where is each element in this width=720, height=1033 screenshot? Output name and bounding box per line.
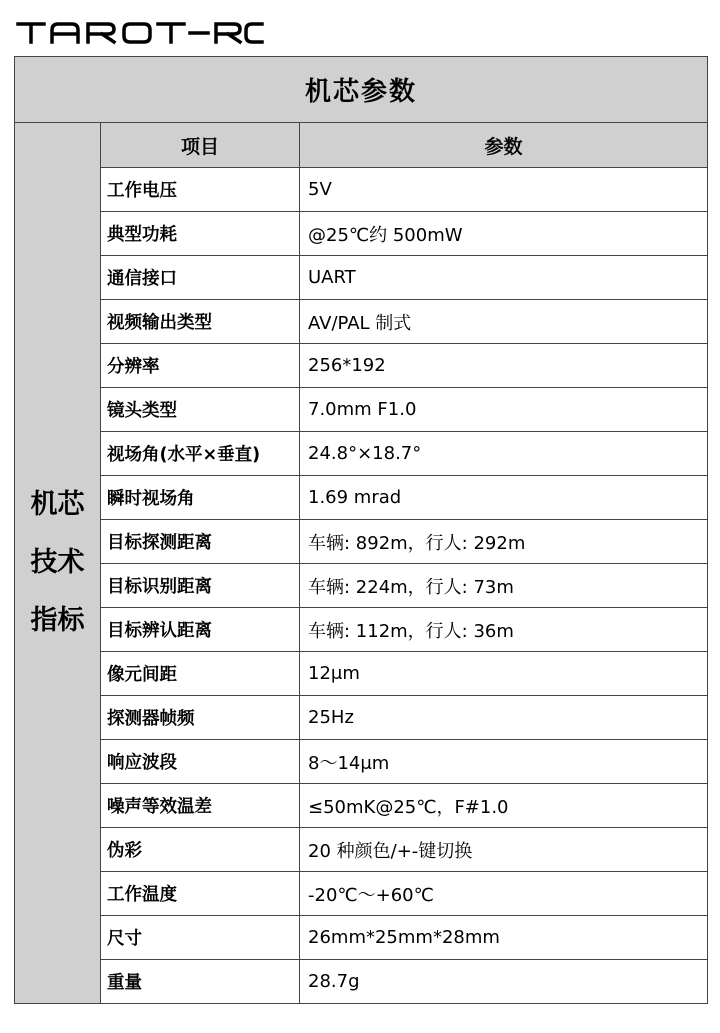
row-value: 20 种颜色/+-键切换 xyxy=(300,828,708,872)
table-row xyxy=(15,520,708,564)
header-row xyxy=(15,123,708,168)
row-label: 视频输出类型 xyxy=(101,300,300,344)
row-label: 响应波段 xyxy=(101,740,300,784)
row-label: 工作温度 xyxy=(101,872,300,916)
table-row xyxy=(15,432,708,476)
table-row xyxy=(15,300,708,344)
table-row xyxy=(15,212,708,256)
row-value: @25℃约 500mW xyxy=(300,212,708,256)
table-row xyxy=(15,564,708,608)
table-row xyxy=(15,784,708,828)
group-label-line: 技术 xyxy=(30,547,85,578)
row-label: 目标探测距离 xyxy=(101,520,300,564)
row-label: 工作电压 xyxy=(101,168,300,212)
row-value: -20℃～+60℃ xyxy=(300,872,708,916)
table-row xyxy=(15,256,708,300)
table-row xyxy=(15,916,708,960)
row-value: 24.8°×18.7° xyxy=(300,432,708,476)
row-value: UART xyxy=(300,256,708,300)
table-row xyxy=(15,652,708,696)
column-header-value: 参数 xyxy=(300,123,708,168)
table-row xyxy=(15,960,708,1004)
row-value: 7.0mm F1.0 xyxy=(300,388,708,432)
row-label: 重量 xyxy=(101,960,300,1004)
table-row xyxy=(15,828,708,872)
tarot-rc-logo-icon xyxy=(14,16,264,50)
row-value: 25Hz xyxy=(300,696,708,740)
row-label: 视场角(水平×垂直) xyxy=(101,432,300,476)
group-label xyxy=(15,123,101,1004)
row-label: 镜头类型 xyxy=(101,388,300,432)
title-row xyxy=(15,57,708,123)
row-label: 伪彩 xyxy=(101,828,300,872)
row-value: 车辆: 892m，行人: 292m xyxy=(300,520,708,564)
column-header-item: 项目 xyxy=(101,123,300,168)
group-label-line: 机芯 xyxy=(30,489,85,520)
table-row xyxy=(15,740,708,784)
table-row xyxy=(15,608,708,652)
row-label: 尺寸 xyxy=(101,916,300,960)
row-value: 1.69 mrad xyxy=(300,476,708,520)
row-value: 车辆: 224m，行人: 73m xyxy=(300,564,708,608)
row-label: 通信接口 xyxy=(101,256,300,300)
row-label: 分辨率 xyxy=(101,344,300,388)
brand-logo xyxy=(14,16,264,50)
row-value: 8～14μm xyxy=(300,740,708,784)
row-label: 典型功耗 xyxy=(101,212,300,256)
table-row xyxy=(15,476,708,520)
row-value: 5V xyxy=(300,168,708,212)
table-row xyxy=(15,696,708,740)
row-value: 12μm xyxy=(300,652,708,696)
spec-table xyxy=(14,56,708,1004)
table-row xyxy=(15,388,708,432)
row-label: 噪声等效温差 xyxy=(101,784,300,828)
group-label-line: 指标 xyxy=(30,605,85,636)
row-value: 车辆: 112m，行人: 36m xyxy=(300,608,708,652)
row-value: AV/PAL 制式 xyxy=(300,300,708,344)
table-row xyxy=(15,344,708,388)
row-label: 目标识别距离 xyxy=(101,564,300,608)
row-label: 探测器帧频 xyxy=(101,696,300,740)
table-row xyxy=(15,168,708,212)
row-label: 目标辨认距离 xyxy=(101,608,300,652)
row-label: 瞬时视场角 xyxy=(101,476,300,520)
row-value: 26mm*25mm*28mm xyxy=(300,916,708,960)
row-value: 28.7g xyxy=(300,960,708,1004)
table-row xyxy=(15,872,708,916)
row-value: ≤50mK@25℃，F#1.0 xyxy=(300,784,708,828)
table-title: 机芯参数 xyxy=(15,57,708,123)
row-value: 256*192 xyxy=(300,344,708,388)
row-label: 像元间距 xyxy=(101,652,300,696)
